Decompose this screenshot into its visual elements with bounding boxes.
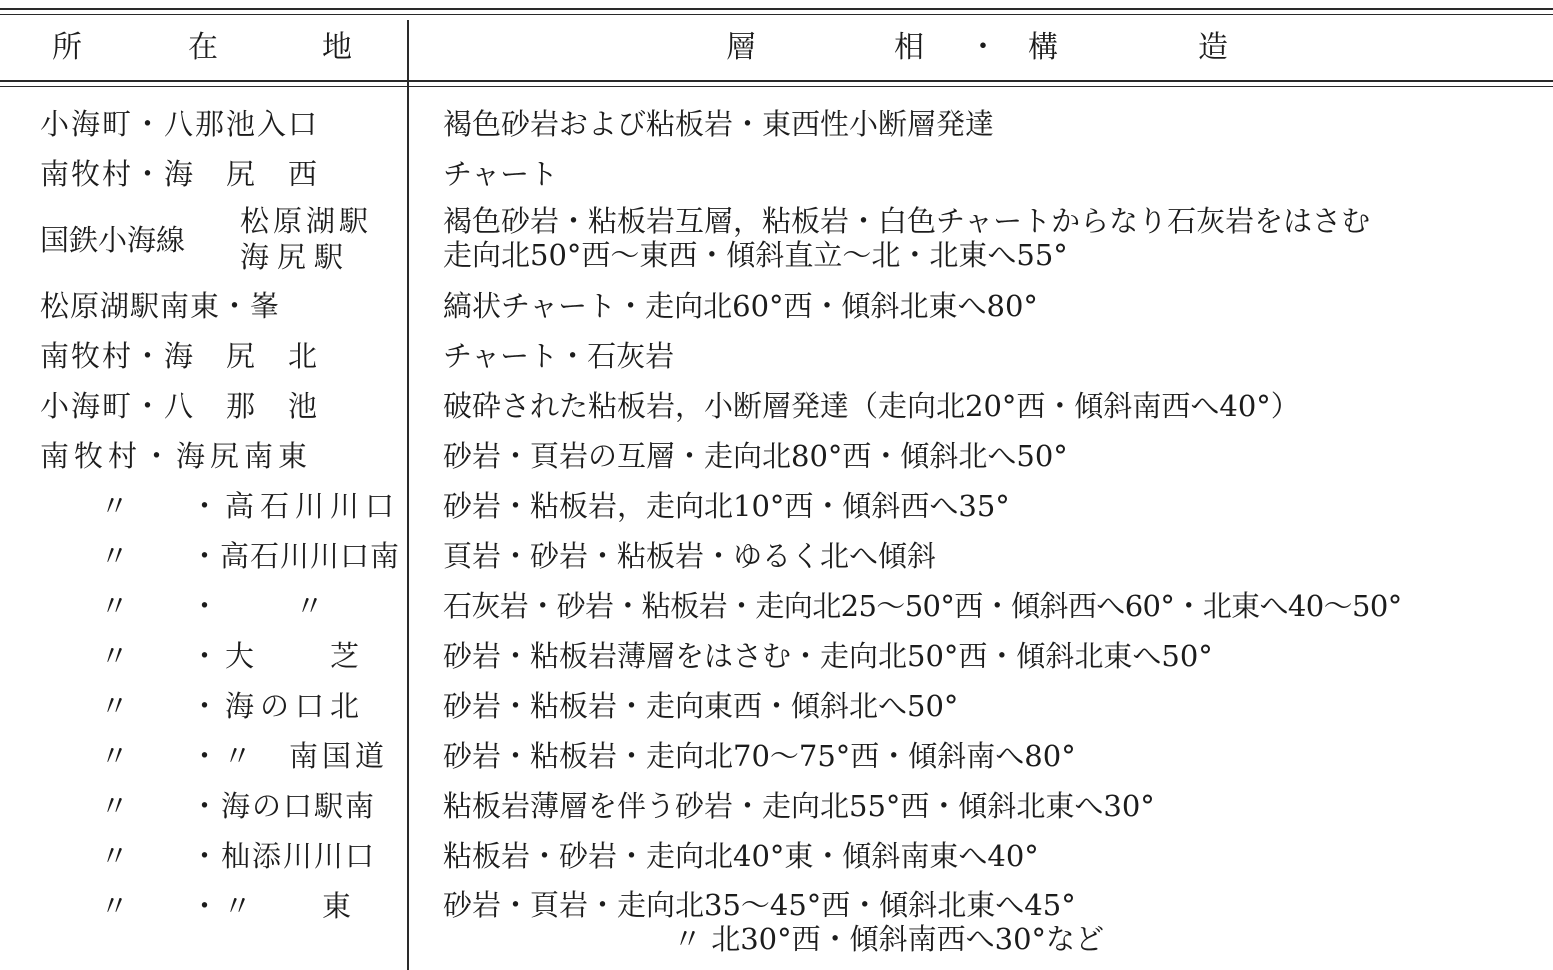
location-cell [40,388,408,424]
location-text: ・海の口駅南 [190,789,377,823]
description-line: 褐色砂岩・粘板岩互層，粘板岩・白色チャートからなり石灰岩をはさむ [443,204,1371,238]
header-description-char: 相 [894,30,924,65]
ditto-mark: 〃 [100,689,132,723]
description-cell: 縞状チャート・走向北60°西・傾斜北東へ80° [443,289,1038,323]
description-cell: 粘板岩薄層を伴う砂岩・走向北55°西・傾斜北東へ30° [443,789,1155,823]
location-cell [40,888,408,924]
description-cell: 砂岩・頁岩の互層・走向北80°西・傾斜北へ50° [443,439,1068,473]
location-text: 南牧村・海尻南東 [40,439,313,473]
location-sub-top: 松原湖駅 [240,204,373,238]
location-cell [40,638,408,674]
description-cell: 砂岩・粘板岩薄層をはさむ・走向北50°西・傾斜北東へ50° [443,639,1213,673]
location-text: 小海町・八那池入口 [40,107,320,141]
ditto-mark: 〃 [100,839,132,873]
description-cell: 頁岩・砂岩・粘板岩・ゆるく北へ傾斜 [443,539,937,573]
description-cell: 粘板岩・砂岩・走向北40°東・傾斜南東へ40° [443,839,1039,873]
header-description-char: 造 [1198,30,1228,65]
description-cell [443,204,1370,272]
location-sub-bottom: 海尻駅 [240,240,352,274]
ditto-mark: 〃 [100,589,132,623]
location-cell [40,538,408,574]
location-text: 南牧村・海 尻 西 [40,157,320,191]
location-text: ・ 〃 [190,589,331,623]
ditto-mark: 〃 [100,739,132,773]
location-cell [40,204,408,276]
location-cell [40,288,408,324]
location-cell [40,588,408,624]
location-cell [40,156,408,192]
header-bottom-rule [0,80,1553,82]
header-description-char: ・ [968,30,998,65]
location-prefix: 国鉄小海線 [40,223,186,257]
location-text: ・〃 東 [190,889,356,923]
location-cell [40,338,408,374]
description-line: 走向北50°西〜東西・傾斜直立〜北・北東へ55° [443,238,1068,272]
description-cell: 褐色砂岩および粘板岩・東西性小断層発達 [443,107,995,141]
location-text: ・高石川川口 [190,489,401,523]
location-text: 松原湖駅南東・峯 [40,289,281,323]
header-location-char: 地 [322,30,352,65]
location-cell [40,438,408,474]
ditto-mark: 〃 [100,539,132,573]
header-location-char: 所 [52,30,82,65]
description-cell: 砂岩・粘板岩・走向北70〜75°西・傾斜南へ80° [443,739,1076,773]
location-text: ・海の口北 [190,689,366,723]
ditto-mark: 〃 [100,639,132,673]
location-cell [40,488,408,524]
description-cell [443,888,1104,956]
ditto-mark: 〃 [100,789,132,823]
location-text: 南牧村・海 尻 北 [40,339,320,373]
location-cell [40,838,408,874]
location-text: ・杣添川川口 [190,839,377,873]
location-cell [40,738,408,774]
description-cell: チャート [443,157,559,191]
location-text: ・〃 南国道 [190,739,389,773]
location-cell [40,106,408,142]
top-rule-thin [0,14,1553,15]
header-bottom-rule-thin [0,86,1553,87]
description-cell: 破砕された粘板岩，小断層発達（走向北20°西・傾斜南西へ40°） [443,389,1300,423]
description-cell: 石灰岩・砂岩・粘板岩・走向北25〜50°西・傾斜西へ60°・北東へ40〜50° [443,589,1402,623]
location-text: ・大 芝 [190,639,366,673]
location-cell [40,788,408,824]
top-rule-thick [0,8,1553,10]
header-description-char: 層 [726,30,756,65]
header-location-char: 在 [188,30,218,65]
description-line: 砂岩・頁岩・走向北35〜45°西・傾斜北東へ45° [443,888,1076,922]
description-cell: 砂岩・粘板岩・走向東西・傾斜北へ50° [443,689,959,723]
location-text: 小海町・八 那 池 [40,389,320,423]
description-cell: 砂岩・粘板岩，走向北10°西・傾斜西へ35° [443,489,1010,523]
description-cell: チャート・石灰岩 [443,339,675,373]
location-text: ・高石川川口南 [190,539,401,573]
location-cell [40,688,408,724]
ditto-mark: 〃 [100,889,132,923]
header-description-char: 構 [1028,30,1058,65]
description-line: 〃 北30°西・傾斜南西へ30°など [673,922,1105,956]
ditto-mark: 〃 [100,489,132,523]
